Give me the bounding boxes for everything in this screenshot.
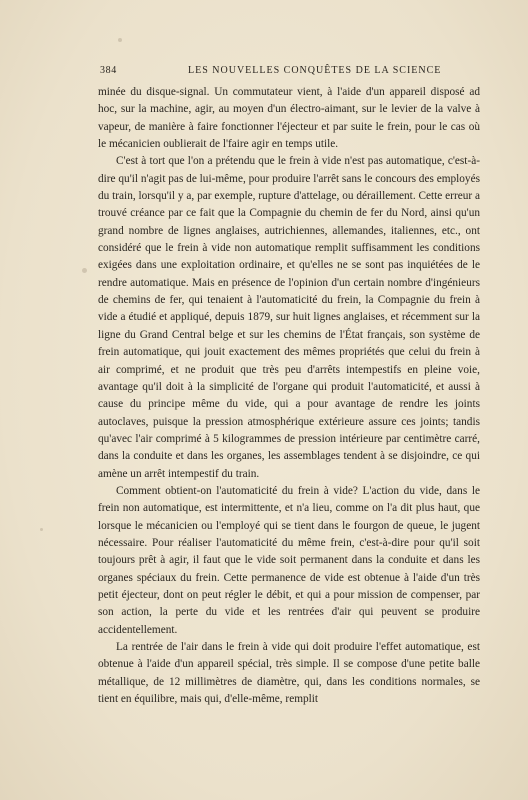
running-title: LES NOUVELLES CONQUÊTES DE LA SCIENCE (188, 65, 442, 76)
paper-spot (82, 268, 87, 273)
paragraph-continuation: minée du disque-signal. Un commutateur vient, à l'aide d'un appareil disposé ad hoc, sur la machine, agir, au moyen d'un électro-aimant, sur le levier de la valve à vapeur, de manière à faire fonctionner l'éjecteur et par suite le frein, pour le cas où le mécanicien oublierait de l'faire agir en temps utile. (98, 86, 480, 151)
paper-spot (40, 528, 43, 531)
body-text (98, 84, 480, 708)
paper-spot (118, 38, 122, 42)
page-number: 384 (100, 65, 117, 76)
page-header (100, 65, 472, 79)
paragraph: La rentrée de l'air dans le frein à vide qui doit produire l'effet automatique, est obtenue à l'aide d'un appareil spécial, très simple. Il se compose d'une petite balle métallique, de 12 millimètres de diamètre, qui, dans les conditions normales, se tient en équilibre, mais qui, d'elle-même, remplit (98, 641, 480, 706)
paragraph: C'est à tort que l'on a prétendu que le frein à vide n'est pas automatique, c'est-à-dire qu'il n'agit pas de lui-même, pour produire l'arrêt sans le concours des employés du train, lorsqu'il y a, par exemple, rupture d'attelage, ou déraillement. Cette erreur a trouvé créance par ce fait que la Compagnie du chemin de fer du Nord, ainsi qu'un grand nombre de lignes anglaises, autrichiennes, allemandes, italiennes, etc., ont considéré que le frein à vide non automatique remplit suffisamment les conditions exigées dans une exploitation ordinaire, et qu'elles ne se sont pas inquiétées de le rendre automatique. Mais en présence de l'opinion d'un certain nombre d'ingénieurs de chemins de fer, qui tenaient à l'automaticité du frein, la Compagnie du frein à vide a étudié et appliqué, depuis 1879, sur huit lignes anglaises, et récemment sur la ligne du Grand Central belge et sur les chemins de l'État français, son système de frein automatique, qui jouit exactement des mêmes propriétés que celui du frein à air comprimé, et ne produit que très peu d'arrêts intempestifs en pleine voie, avantage qu'il doit à la simplicité de l'organe qui produit l'automaticité, et aussi à cause du principe même du vide, qui a pour avantage de rendre les joints autoclaves, puisque la pression atmosphérique extérieure assure ces joints; tandis qu'avec l'air comprimé à 5 kilogrammes de pression intérieure par centimètre carré, dans la conduite et dans les organes, les assemblages tendent à se disjoindre, ce qui amène un arrêt intempestif du train. (98, 155, 480, 480)
paragraph: Comment obtient-on l'automaticité du frein à vide? L'action du vide, dans le frein non automatique, est intermittente, et n'a lieu, comme on l'a dit plus haut, que lorsque le mécanicien ou l'employé qui se tient dans le fourgon de queue, le jugent nécessaire. Pour réaliser l'automaticité du même frein, c'est-à-dire pour qu'il soit toujours prêt à agir, il faut que le vide soit permanent dans la conduite et dans les organes spéciaux du frein. Cette permanence de vide est obtenue à l'aide d'un très petit éjecteur, dont on peut régler le débit, et qui a pour mission de compenser, par son action, la perte du vide et les rentrées d'air qui peuvent se produire accidentellement. (98, 484, 480, 636)
